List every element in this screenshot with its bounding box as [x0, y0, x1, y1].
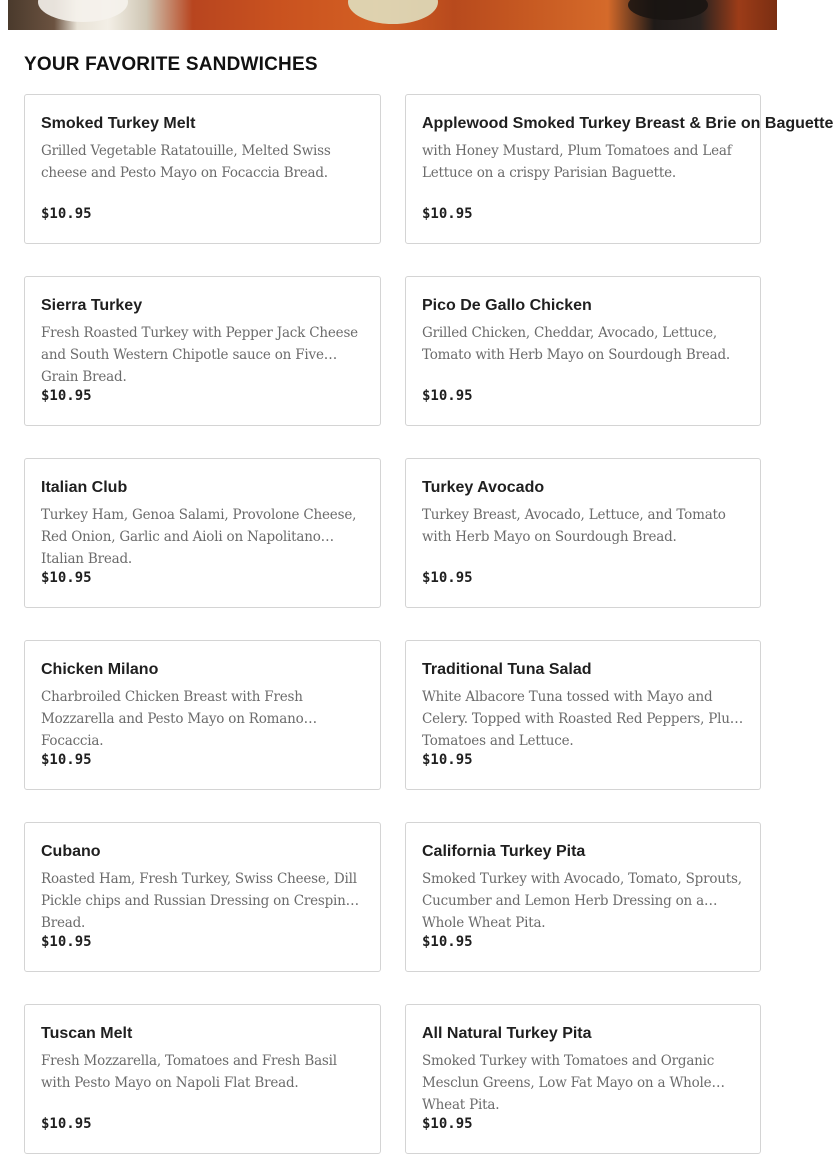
menu-item-description: Turkey Ham, Genoa Salami, Provolone Cheese, Red Onion, Garlic and Aioli on Napolitano Italian Bread. — [41, 507, 357, 567]
menu-item-description: Grilled Vegetable Ratatouille, Melted Swiss cheese and Pesto Mayo on Focaccia Bread. — [41, 143, 331, 181]
menu-item-description: White Albacore Tuna tossed with Mayo and Celery. Topped with Roasted Red Peppers, Plum Tomatoes and Lettuce. — [422, 689, 743, 749]
menu-item-name: Cubano — [41, 843, 101, 860]
menu-item-description: Fresh Mozzarella, Tomatoes and Fresh Basil with Pesto Mayo on Napoli Flat Bread. — [41, 1053, 337, 1091]
menu-item-description: Turkey Breast, Avocado, Lettuce, and Tomato with Herb Mayo on Sourdough Bread. — [422, 507, 726, 545]
menu-item-card[interactable] — [405, 822, 761, 972]
menu-item-card[interactable] — [24, 822, 381, 972]
menu-item-description: Grilled Chicken, Cheddar, Avocado, Lettuce, Tomato with Herb Mayo on Sourdough Bread. — [422, 325, 731, 363]
hero-image-detail — [38, 0, 128, 22]
menu-item-card[interactable] — [405, 94, 833, 244]
menu-item-name: Smoked Turkey Melt — [41, 115, 196, 132]
menu-item-name: Tuscan Melt — [41, 1025, 133, 1042]
menu-item-price: $10.95 — [41, 934, 92, 950]
menu-item-price: $10.95 — [422, 934, 473, 950]
menu-item-card[interactable] — [405, 276, 761, 426]
menu-item-price: $10.95 — [41, 206, 92, 222]
menu-item-description: Charbroiled Chicken Breast with Fresh Mozzarella and Pesto Mayo on Romano Focaccia. — [41, 689, 304, 749]
menu-items-grid — [24, 94, 833, 1154]
menu-item-name: Applewood Smoked Turkey Breast & Brie on Baguette — [422, 115, 833, 132]
menu-item-price: $10.95 — [422, 1116, 473, 1132]
menu-item-name: Sierra Turkey — [41, 297, 143, 314]
menu-item-card[interactable] — [405, 640, 761, 790]
menu-item-price: $10.95 — [41, 1116, 92, 1132]
menu-item-price: $10.95 — [41, 570, 92, 586]
section-title: YOUR FAVORITE SANDWICHES — [24, 54, 318, 75]
menu-item-name: Turkey Avocado — [422, 479, 545, 496]
hero-image-detail — [348, 0, 438, 24]
menu-item-price: $10.95 — [41, 388, 92, 404]
menu-item-price: $10.95 — [422, 570, 473, 586]
menu-item-price: $10.95 — [41, 752, 92, 768]
hero-banner-image — [8, 0, 777, 30]
menu-item-card[interactable] — [24, 1004, 381, 1154]
menu-item-card[interactable] — [24, 640, 381, 790]
menu-item-name: Italian Club — [41, 479, 128, 496]
menu-item-card[interactable] — [24, 276, 381, 426]
menu-item-description: Smoked Turkey with Avocado, Tomato, Sprouts, Cucumber and Lemon Herb Dressing on a Whole Wheat Pita. — [422, 871, 742, 931]
menu-item-card[interactable] — [405, 1004, 761, 1154]
menu-item-description: with Honey Mustard, Plum Tomatoes and Leaf Lettuce on a crispy Parisian Baguette. — [422, 143, 732, 181]
menu-item-name: California Turkey Pita — [422, 843, 586, 860]
menu-item-description: Roasted Ham, Fresh Turkey, Swiss Cheese, Dill Pickle chips and Russian Dressing on Crespino Bread. — [41, 871, 357, 931]
menu-item-name: All Natural Turkey Pita — [422, 1025, 592, 1042]
menu-item-name: Pico De Gallo Chicken — [422, 297, 592, 314]
menu-item-price: $10.95 — [422, 752, 473, 768]
menu-item-description: Fresh Roasted Turkey with Pepper Jack Cheese and South Western Chipotle sauce on Five Grain Bread. — [41, 325, 358, 385]
menu-item-card[interactable] — [24, 94, 381, 244]
hero-image-detail — [628, 0, 708, 20]
menu-item-price: $10.95 — [422, 388, 473, 404]
menu-item-description: Smoked Turkey with Tomatoes and Organic Mesclun Greens, Low Fat Mayo on a Whole Wheat Pita. — [422, 1053, 715, 1113]
menu-item-card[interactable] — [405, 458, 761, 608]
menu-item-name: Traditional Tuna Salad — [422, 661, 592, 678]
menu-item-card[interactable] — [24, 458, 381, 608]
menu-item-name: Chicken Milano — [41, 661, 159, 678]
menu-item-price: $10.95 — [422, 206, 473, 222]
